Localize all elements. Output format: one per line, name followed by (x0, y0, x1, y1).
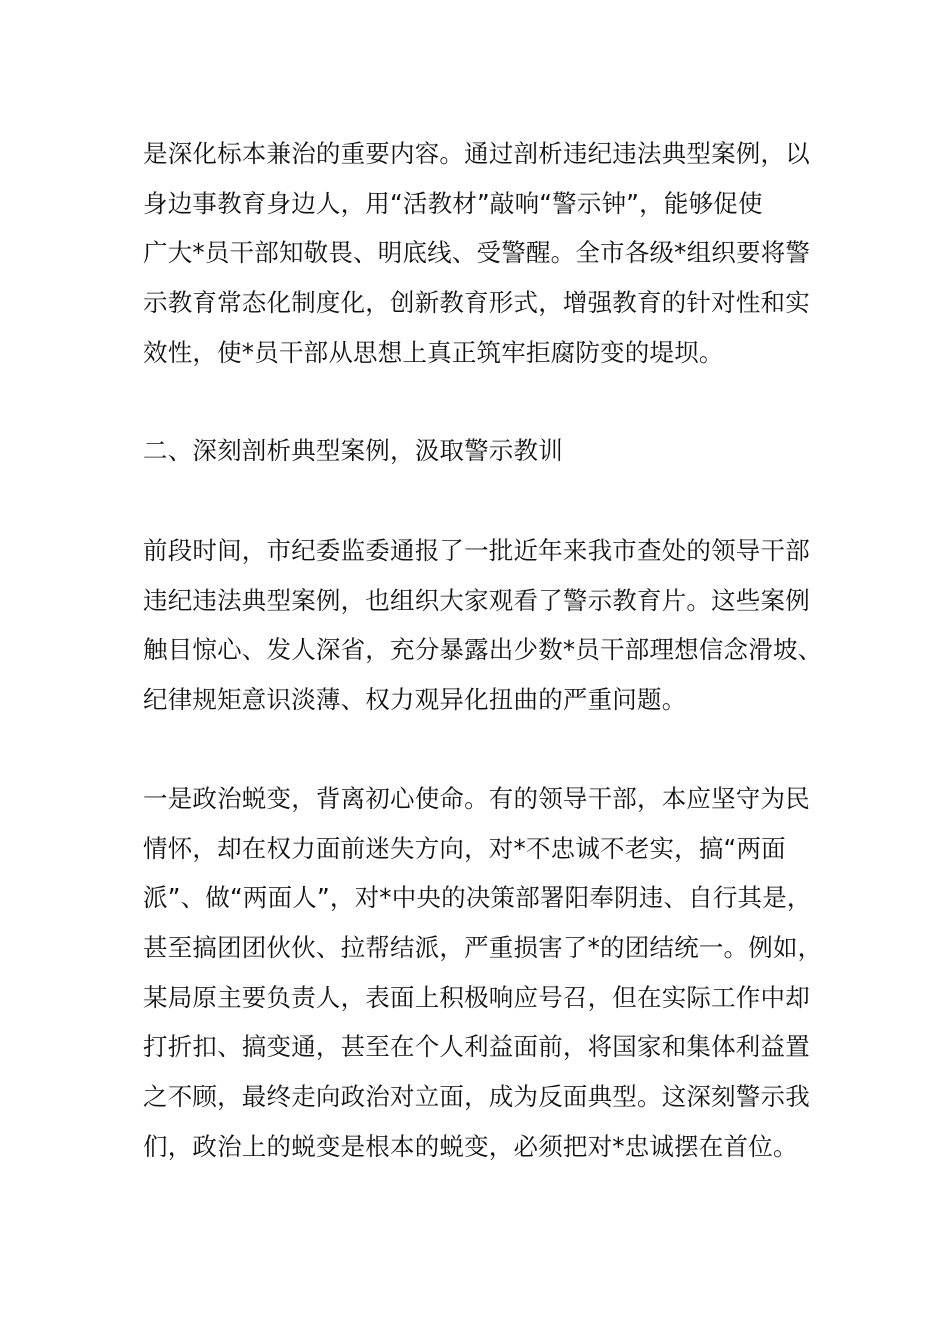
section-heading-2 (143, 426, 823, 476)
paragraph-3 (143, 774, 823, 1172)
paragraph-1-line-4: 示教育常态化制度化，创新教育形式，增强教育的针对性和实 (143, 288, 810, 318)
paragraph-3-line-8: 们，政治上的蜕变是根本的蜕变，必须把对*忠诚摆在首位。 (143, 1131, 798, 1161)
paragraph-1-line-1: 是深化标本兼治的重要内容。通过剖析违纪违法典型案例，以 (143, 139, 810, 168)
paragraph-1-line-2: 身边事教育身边人，用“活教材”敲响“警示钟”，能够促使 (143, 188, 763, 218)
paragraph-2 (143, 526, 823, 725)
paragraph-1 (143, 129, 823, 377)
paragraph-3-line-2: 情怀，却在权力面前迷失方向，对*不忠诚不老实，搞“两面 (143, 833, 786, 863)
paragraph-3-line-1: 一是政治蜕变，背离初心使命。有的领导干部，本应坚守为民 (143, 784, 810, 813)
paragraph-1-line-5: 效性，使*员干部从思想上真正筑牢拒腐防变的堤坝。 (143, 337, 724, 367)
paragraph-3-line-5: 某局原主要负责人，表面上积极响应号召，但在实际工作中却 (143, 982, 810, 1012)
section-heading-2-text: 二、深刻剖析典型案例，汲取警示教训 (143, 436, 563, 465)
paragraph-2-line-3: 触目惊心、发人深省，充分暴露出少数*员干部理想信念滑坡、 (143, 635, 823, 665)
paragraph-3-line-4: 甚至搞团团伙伙、拉帮结派，严重损害了*的团结统一。例如， (143, 933, 823, 963)
paragraph-2-line-4: 纪律规矩意识淡薄、权力观异化扭曲的严重问题。 (143, 685, 687, 715)
paragraph-2-line-1: 前段时间，市纪委监委通报了一批近年来我市查处的领导干部 (143, 536, 810, 565)
paragraph-1-line-3: 广大*员干部知敬畏、明底线、受警醒。全市各级*组织要将警 (143, 238, 811, 268)
paragraph-3-line-3: 派”、做“两面人”，对*中央的决策部署阳奉阴违、自行其是， (143, 883, 812, 913)
paragraph-3-line-6: 打折扣、搞变通，甚至在个人利益面前，将国家和集体利益置 (143, 1032, 810, 1062)
paragraph-3-line-7: 之不顾，最终走向政治对立面，成为反面典型。这深刻警示我 (143, 1082, 810, 1112)
paragraph-2-line-2: 违纪违法典型案例，也组织大家观看了警示教育片。这些案例 (143, 585, 810, 615)
